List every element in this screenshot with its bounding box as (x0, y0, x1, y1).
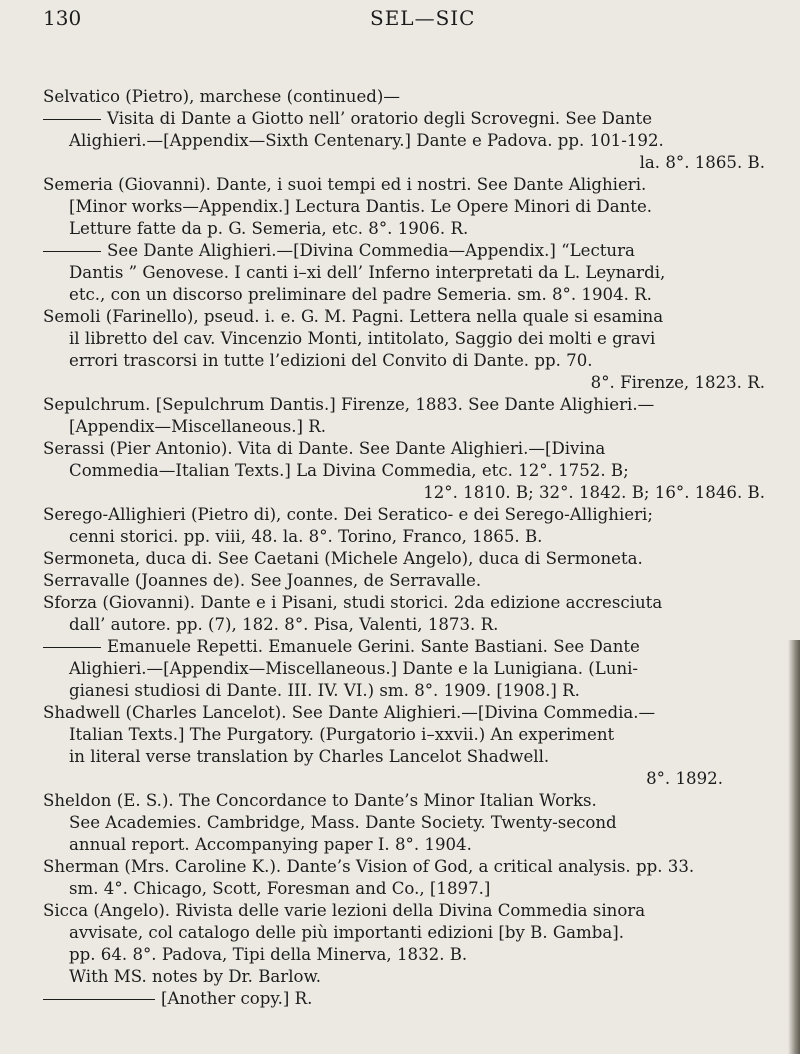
entry-line: Sheldon (E. S.). The Concordance to Dante’s Minor Italian Works. (43, 791, 597, 810)
running-head: SEL—SIC (370, 6, 476, 30)
entry-serego-allighieri (43, 504, 765, 548)
entry-line: Sforza (Giovanni). Dante e i Pisani, studi storici. 2da edizione accresciuta (43, 593, 663, 612)
entry-line: cenni storici. pp. viii, 48. la. 8°. Torino, Franco, 1865. B. (69, 527, 543, 546)
entry-serassi (43, 438, 765, 504)
entry-line: dall’ autore. pp. (7), 182. 8°. Pisa, Valenti, 1873. R. (69, 615, 499, 634)
ditto-dash (43, 251, 101, 252)
entry-semeria (43, 174, 765, 306)
entry-sheldon (43, 790, 765, 856)
entry-line: 8°. 1892. (646, 769, 723, 788)
entry-semoli (43, 306, 765, 394)
entry-selvatico (43, 86, 765, 174)
entry-sermoneta (43, 548, 765, 570)
ditto-dash (43, 119, 101, 120)
entry-sforza (43, 592, 765, 702)
entry-line: [Minor works—Appendix.] Lectura Dantis. Le Opere Minori di Dante. (69, 197, 653, 216)
catalogue-entries (43, 86, 765, 1010)
entry-serravalle (43, 570, 765, 592)
entry-line: Alighieri.—[Appendix—Miscellaneous.] Dante e la Lunigiana. (Luni- (69, 659, 639, 678)
entry-sicca (43, 900, 765, 1010)
entry-line: 12°. 1810. B; 32°. 1842. B; 16°. 1846. B. (423, 483, 765, 502)
entry-line: gianesi studiosi di Dante. III. IV. VI.) sm. 8°. 1909. [1908.] R. (69, 681, 580, 700)
entry-line: Commedia—Italian Texts.] La Divina Commedia, etc. 12°. 1752. B; (69, 461, 629, 480)
entry-line: Emanuele Repetti. Emanuele Gerini. Sante Bastiani. See Dante (43, 636, 765, 658)
entry-line: etc., con un discorso preliminare del padre Semeria. sm. 8°. 1904. R. (69, 285, 652, 304)
entry-line: [Appendix—Miscellaneous.] R. (69, 417, 327, 436)
entry-line: il libretto del cav. Vincenzio Monti, intitolato, Saggio dei molti e gravi (69, 329, 656, 348)
entry-line: See Dante Alighieri.—[Divina Commedia—Appendix.] “Lectura (43, 240, 765, 262)
entry-line: Dantis ” Genovese. I canti i–xi dell’ Inferno interpretati da L. Leynardi, (69, 263, 666, 282)
entry-line: Sherman (Mrs. Caroline K.). Dante’s Vision of God, a critical analysis. pp. 33. (43, 857, 695, 876)
entry-line: pp. 64. 8°. Padova, Tipi della Minerva, 1832. B. (69, 945, 468, 964)
entry-line: Serravalle (Joannes de). See Joannes, de Serravalle. (43, 571, 482, 590)
entry-line: 8°. Firenze, 1823. R. (590, 373, 765, 392)
entry-line: Italian Texts.] The Purgatory. (Purgatorio i–xxvii.) An experiment (69, 725, 615, 744)
entry-line: avvisate, col catalogo delle più importanti edizioni [by B. Gamba]. (69, 923, 625, 942)
entry-line: Alighieri.—[Appendix—Sixth Centenary.] Dante e Padova. pp. 101-192. (69, 131, 664, 150)
entry-line: Letture fatte da p. G. Semeria, etc. 8°. 1906. R. (69, 219, 469, 238)
page-number: 130 (43, 6, 82, 30)
entry-line: annual report. Accompanying paper I. 8°. 1904. (69, 835, 472, 854)
entry-line: Semoli (Farinello), pseud. i. e. G. M. Pagni. Lettera nella quale si esamina (43, 307, 664, 326)
entry-line: Sepulchrum. [Sepulchrum Dantis.] Firenze, 1883. See Dante Alighieri.— (43, 395, 655, 414)
entry-line: Shadwell (Charles Lancelot). See Dante Alighieri.—[Divina Commedia.— (43, 703, 656, 722)
entry-line: Serassi (Pier Antonio). Vita di Dante. See Dante Alighieri.—[Divina (43, 439, 606, 458)
entry-line: la. 8°. 1865. B. (639, 153, 765, 172)
ditto-dash (43, 647, 101, 648)
page-edge-shadow (788, 640, 800, 1054)
entry-line: Serego-Allighieri (Pietro di), conte. Dei Seratico- e dei Serego-Allighieri; (43, 505, 653, 524)
entry-sherman (43, 856, 765, 900)
entry-line: Semeria (Giovanni). Dante, i suoi tempi ed i nostri. See Dante Alighieri. (43, 175, 647, 194)
ditto-dash (43, 999, 155, 1000)
entry-line: Sermoneta, duca di. See Caetani (Michele Angelo), duca di Sermoneta. (43, 549, 643, 568)
entry-shadwell (43, 702, 765, 790)
entry-line: With MS. notes by Dr. Barlow. (69, 967, 322, 986)
entry-line: Visita di Dante a Giotto nell’ oratorio degli Scrovegni. See Dante (43, 108, 765, 130)
page-header (0, 4, 800, 32)
entry-line: See Academies. Cambridge, Mass. Dante Society. Twenty-second (69, 813, 617, 832)
entry-line: Sicca (Angelo). Rivista delle varie lezioni della Divina Commedia sinora (43, 901, 646, 920)
entry-sepulchrum (43, 394, 765, 438)
entry-line: in literal verse translation by Charles Lancelot Shadwell. (69, 747, 550, 766)
entry-line: Selvatico (Pietro), marchese (continued)— (43, 87, 400, 106)
entry-line: [Another copy.] R. (43, 988, 765, 1010)
entry-line: errori trascorsi in tutte l’edizioni del Convito di Dante. pp. 70. (69, 351, 593, 370)
entry-line: sm. 4°. Chicago, Scott, Foresman and Co., [1897.] (69, 879, 491, 898)
